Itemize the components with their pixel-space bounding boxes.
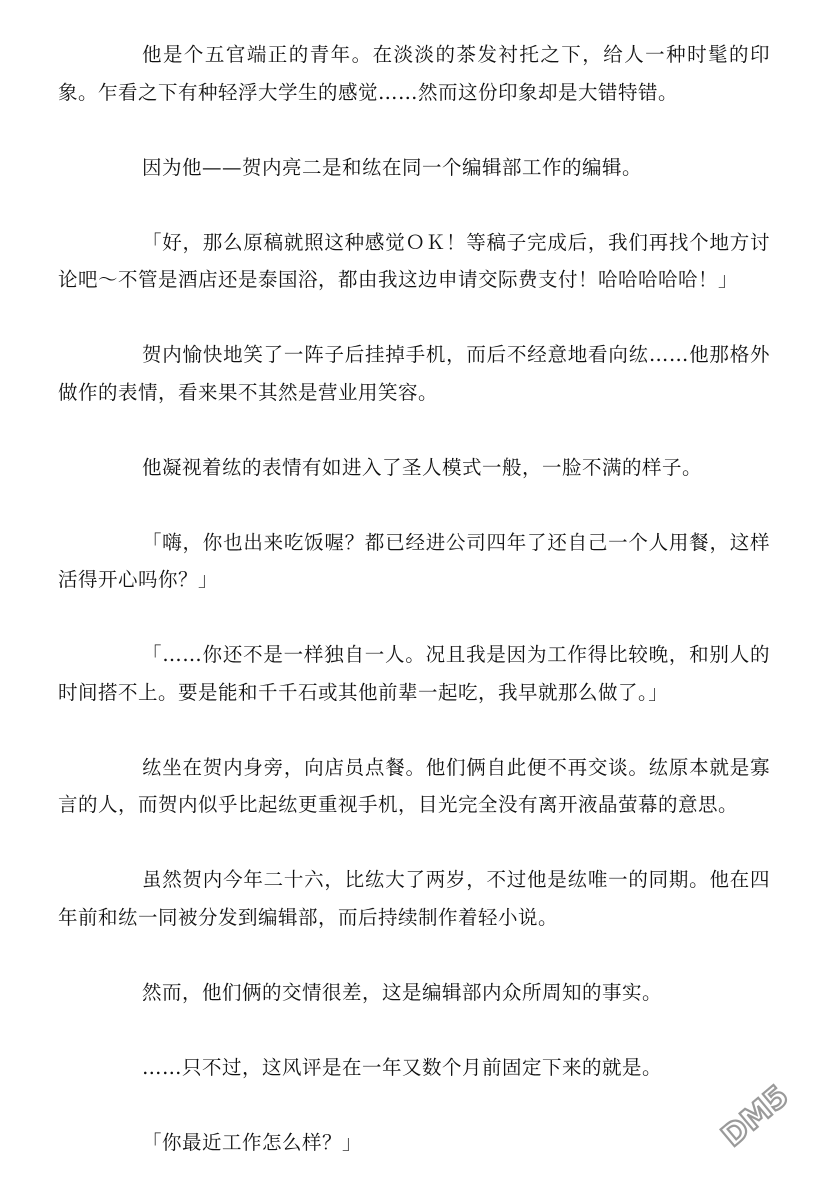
paragraph: 「……你还不是一样独自一人。况且我是因为工作得比较晚，和别人的时间搭不上。要是能和千千石或其他前辈一起吃，我早就那么做了。」	[58, 643, 770, 704]
paragraph: 他是个五官端正的青年。在淡淡的茶发衬托之下，给人一种时髦的印象。乍看之下有种轻浮大学生的感觉……然而这份印象却是大错特错。	[58, 43, 770, 104]
paragraph: 「你最近工作怎么样？」	[142, 1130, 363, 1154]
watermark-text: DM5	[715, 1078, 796, 1155]
body-text	[58, 36, 770, 1199]
paragraph: 因为他——贺内亮二是和纮在同一个编辑部工作的编辑。	[142, 155, 643, 179]
dm5-watermark-logo	[700, 1071, 810, 1161]
paragraph: ……只不过，这风评是在一年又数个月前固定下来的就是。	[142, 1055, 663, 1079]
paragraph: 贺内愉快地笑了一阵子后挂掉手机，而后不经意地看向纮……他那格外做作的表情，看来果不其然是营业用笑容。	[58, 343, 770, 404]
paragraph: 「好，那么原稿就照这种感觉ＯＫ！等稿子完成后，我们再找个地方讨论吧～不管是酒店还是泰国浴，都由我这边申请交际费支付！哈哈哈哈哈！」	[58, 230, 770, 291]
paragraph: 然而，他们俩的交情很差，这是编辑部内众所周知的事实。	[142, 980, 663, 1004]
paragraph: 虽然贺内今年二十六，比纮大了两岁，不过他是纮唯一的同期。他在四年前和纮一同被分发到编辑部，而后持续制作着轻小说。	[58, 868, 770, 929]
paragraph: 他凝视着纮的表情有如进入了圣人模式一般，一脸不满的样子。	[142, 455, 703, 479]
paragraph: 「嗨，你也出来吃饭喔？都已经进公司四年了还自己一个人用餐，这样活得开心吗你？」	[58, 530, 770, 591]
paragraph: 纮坐在贺内身旁，向店员点餐。他们俩自此便不再交谈。纮原本就是寡言的人，而贺内似乎比起纮更重视手机，目光完全没有离开液晶萤幕的意思。	[58, 755, 770, 816]
